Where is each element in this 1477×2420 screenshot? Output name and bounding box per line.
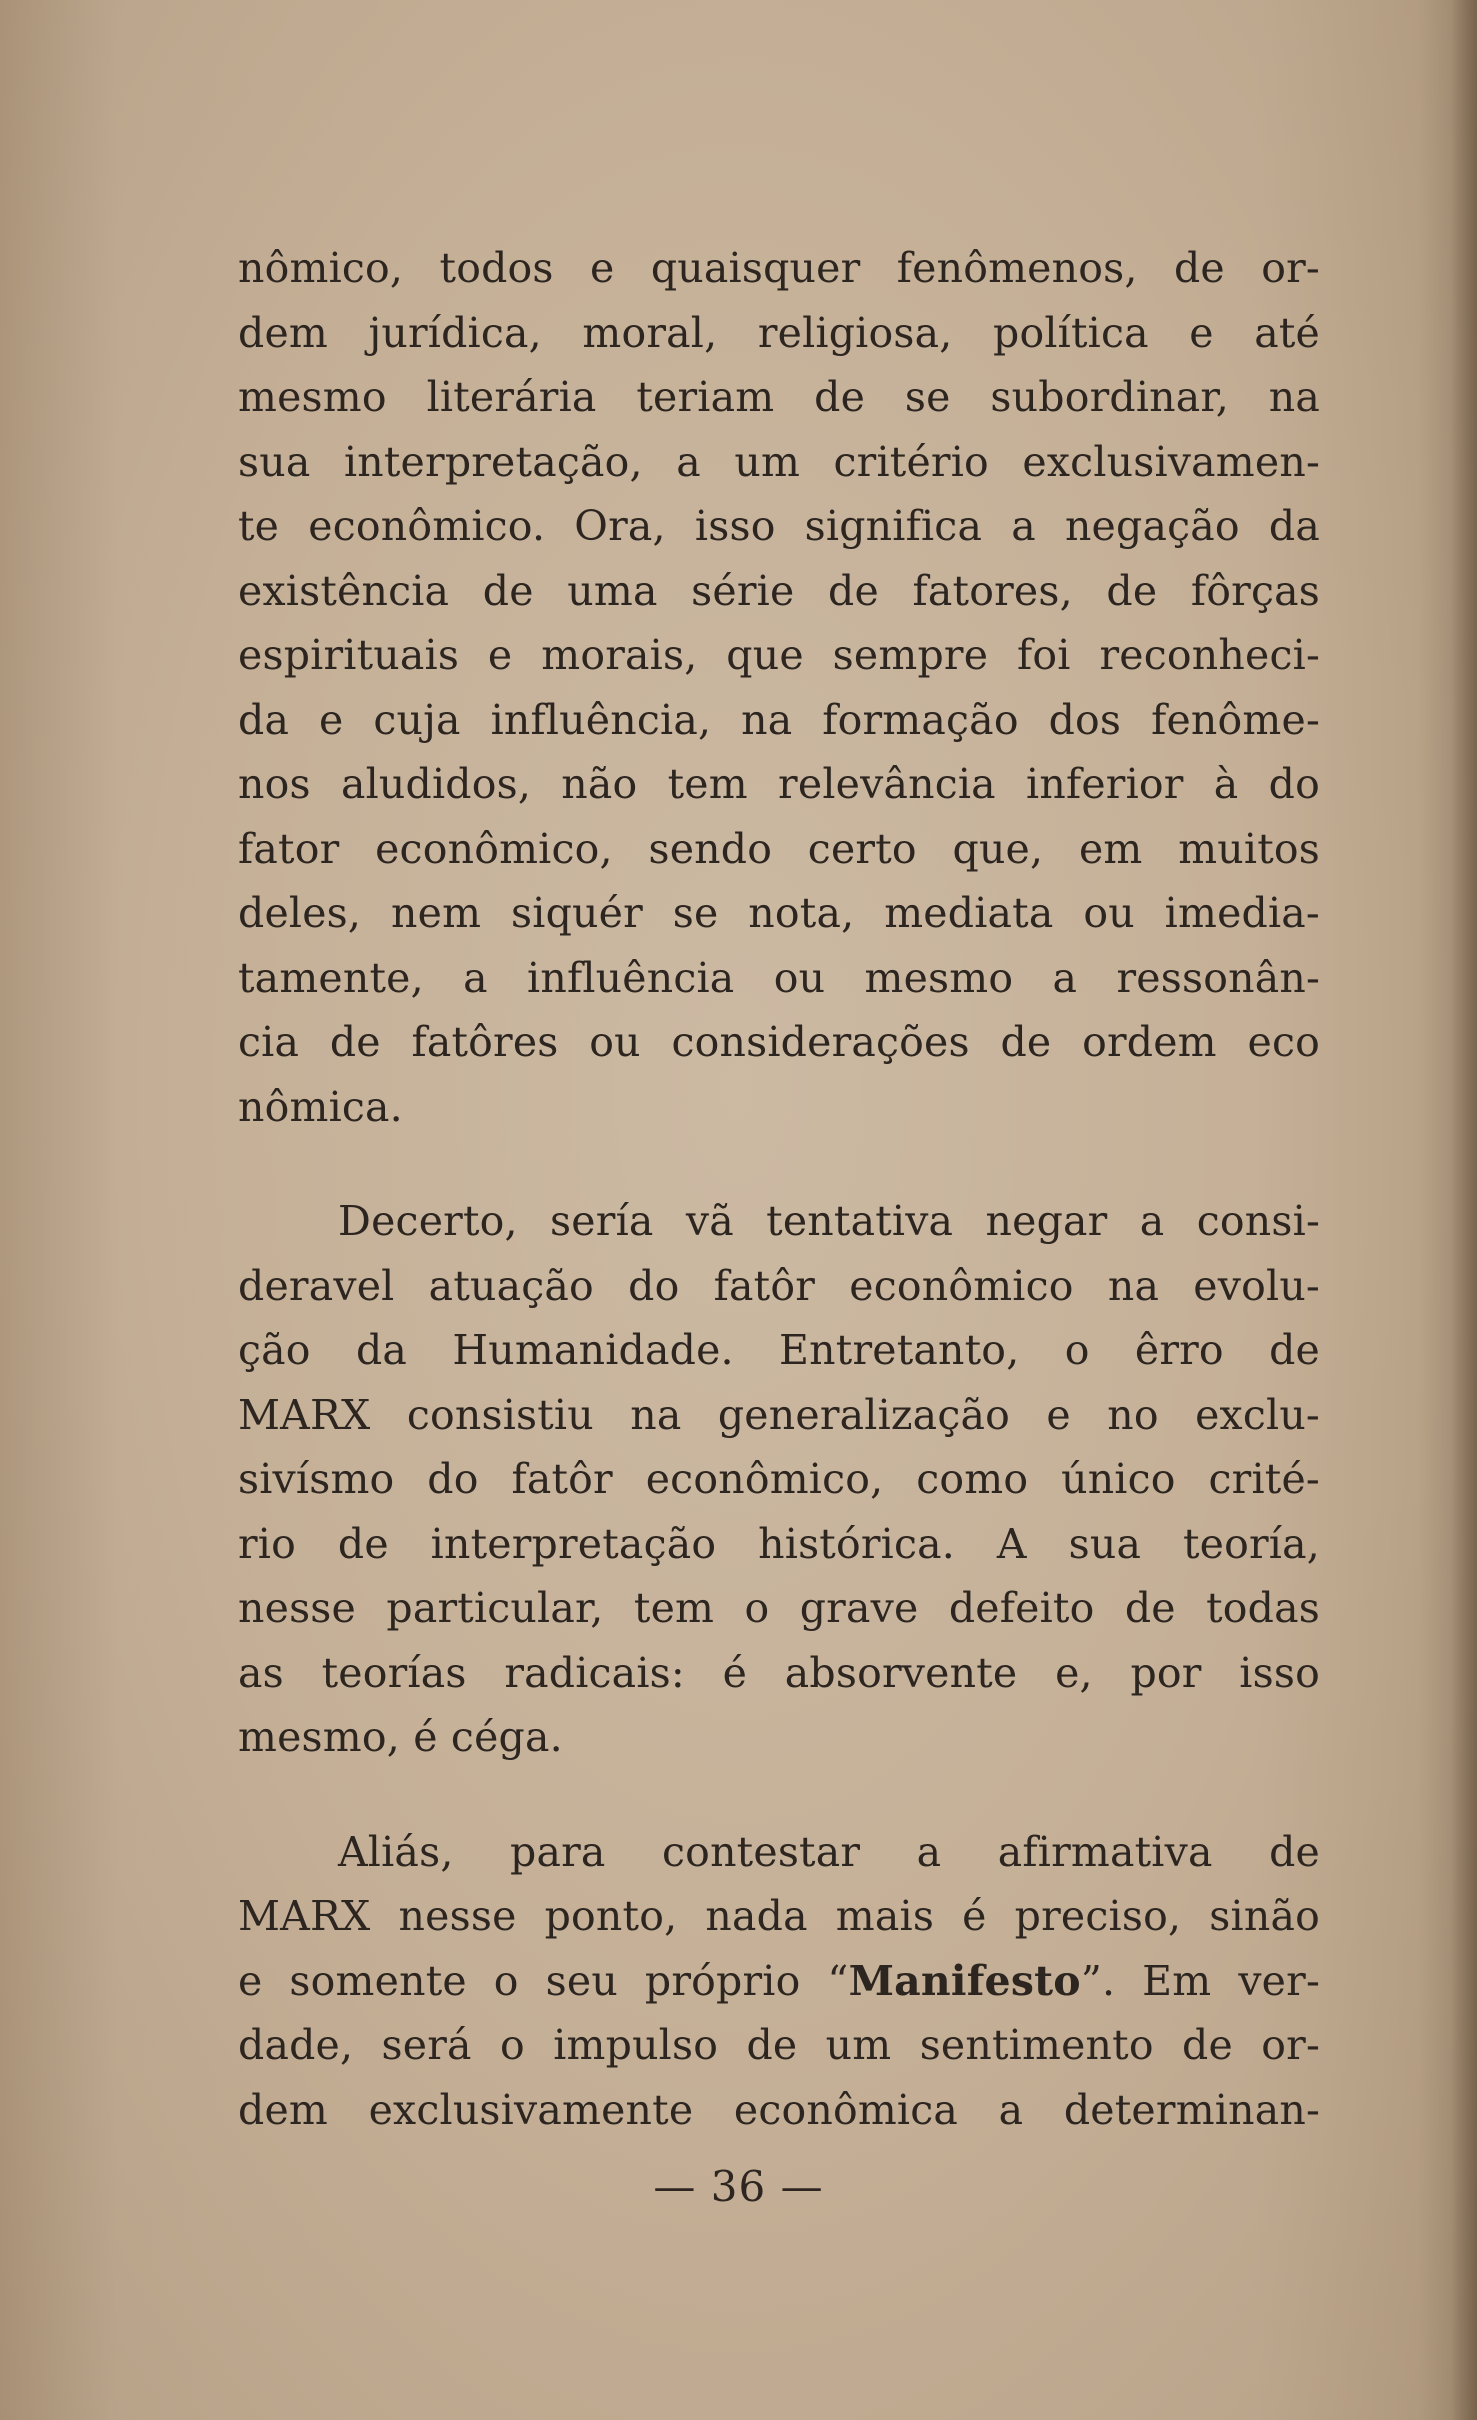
page-number: — 36 — — [653, 2162, 824, 2211]
paragraph-1 — [238, 236, 1320, 1139]
text-line: sua interpretação, a um critério exclusivamen- — [238, 437, 1320, 486]
text-segment: e somente o seu próprio “ — [238, 1956, 849, 2005]
text-line: sivísmo do fatôr econômico, como único crité- — [238, 1455, 1320, 1503]
text-line: tamente, a influência ou mesmo a ressonân- — [238, 953, 1320, 1002]
text-line: as teorías radicais: é absorvente e, por isso — [238, 1648, 1320, 1697]
text-line — [238, 1949, 1320, 2014]
text-line: nos aludidos, não tem relevância inferior à do — [238, 760, 1320, 808]
text-line: dem jurídica, moral, religiosa, política e até — [238, 308, 1320, 357]
text-line: nômico, todos e quaisquer fenômenos, de or- — [238, 244, 1320, 292]
text-line: te econômico. Ora, isso significa a negação da — [238, 502, 1320, 550]
text-line: ção da Humanidade. Entretanto, o êrro de — [238, 1326, 1320, 1374]
text-line: fator econômico, sendo certo que, em muitos — [238, 824, 1320, 873]
text-line: cia de fatôres ou considerações de ordem eco — [238, 1018, 1320, 1066]
text-line: existência de uma série de fatores, de fôrças — [238, 566, 1320, 615]
text-line: mesmo, é céga. — [238, 1713, 563, 1761]
page-edge-shadow — [1451, 0, 1477, 2420]
text-line: MARX consistiu na generalização e no exclu- — [238, 1390, 1320, 1439]
text-line: deles, nem siquér se nota, mediata ou imedia- — [238, 889, 1320, 937]
text-line: da e cuja influência, na formação dos fenôme- — [238, 695, 1320, 744]
text-line: nesse particular, tem o grave defeito de todas — [238, 1584, 1320, 1632]
text-line: dem exclusivamente econômica a determinan- — [238, 2085, 1320, 2134]
text-line: deravel atuação do fatôr econômico na evolu- — [238, 1261, 1320, 1310]
text-line: espirituais e morais, que sempre foi reconheci- — [238, 631, 1320, 679]
manifesto-title: Manifesto — [848, 1956, 1081, 2005]
page-body — [238, 236, 1320, 2142]
text-line: MARX nesse ponto, nada mais é preciso, sinão — [238, 1892, 1320, 1940]
text-line: Aliás, para contestar a afirmativa de — [338, 1827, 1320, 1876]
text-line: mesmo literária teriam de se subordinar, na — [238, 373, 1320, 421]
paragraph-2 — [238, 1189, 1320, 1770]
text-line: Decerto, sería vã tentativa negar a consi- — [338, 1197, 1320, 1245]
text-line: dade, será o impulso de um sentimento de or- — [238, 2021, 1320, 2069]
text-line: nômica. — [238, 1082, 403, 1131]
text-line: rio de interpretação histórica. A sua teoría, — [238, 1519, 1320, 1568]
paragraph-3 — [238, 1820, 1320, 2143]
text-segment: ”. Em ver- — [1080, 1956, 1320, 2005]
